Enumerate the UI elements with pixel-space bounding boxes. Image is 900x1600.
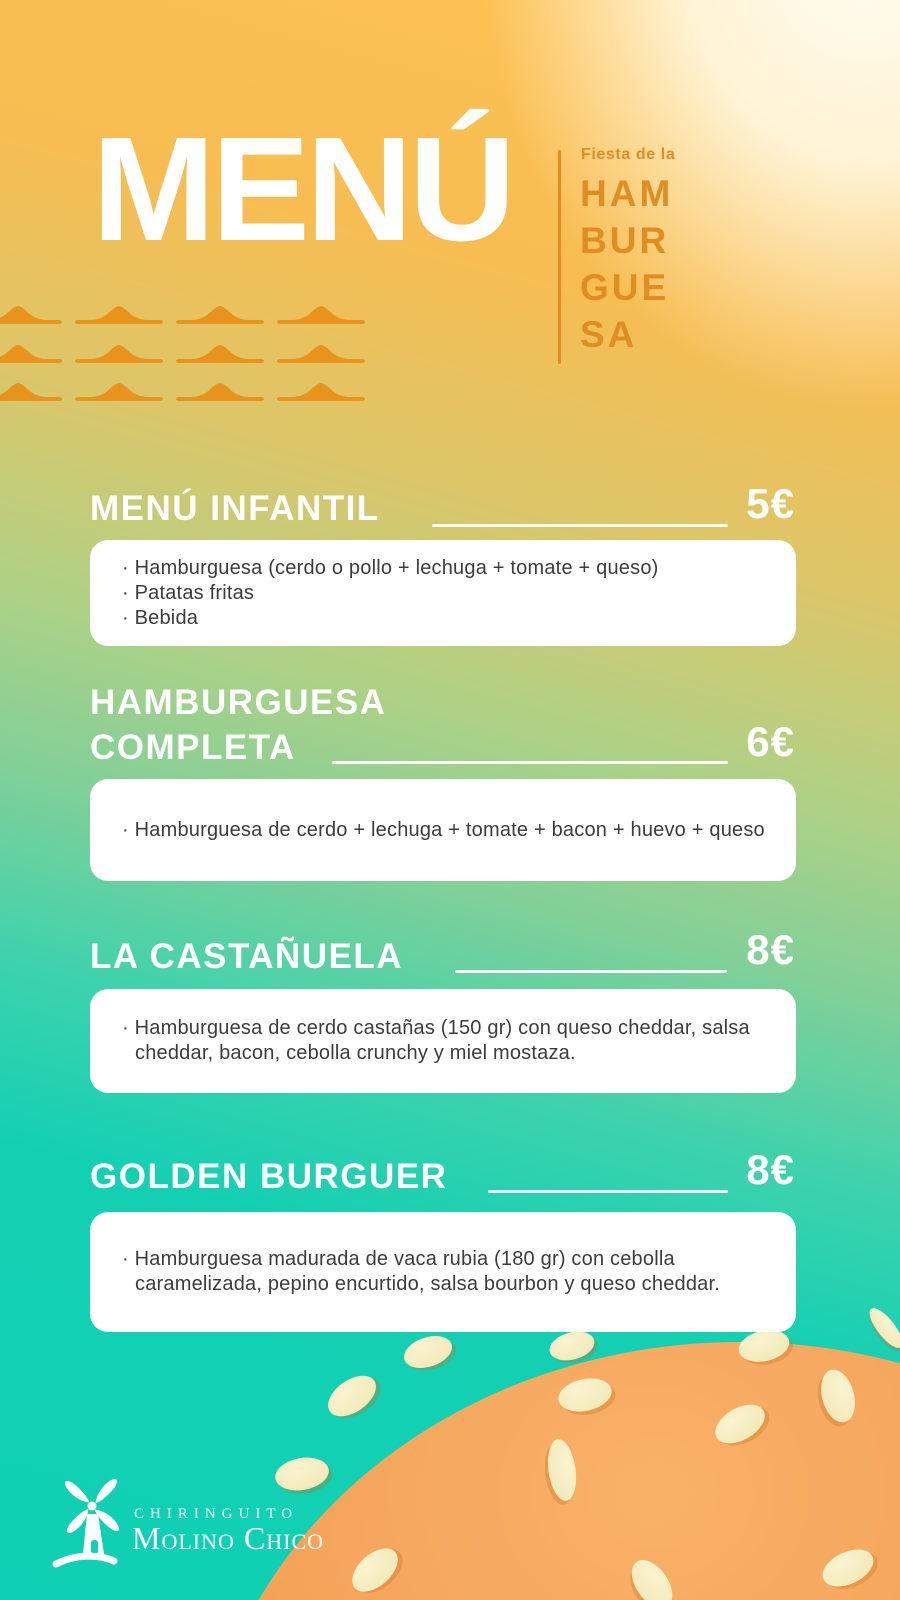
menu-item: · Hamburguesa de cerdo + lechuga + tomate + bacon + huevo + queso xyxy=(122,818,765,841)
price-menu-infantil: 5€ xyxy=(746,480,795,527)
vertical-divider xyxy=(558,150,561,364)
section-title-hamburguesa-completa: HAMBURGUESA COMPLETA xyxy=(90,683,386,767)
menu-item: · Hamburguesa madurada de vaca rubia (180 gr) con cebolla caramelizada, pepino encurtido, salsa bourbon y queso cheddar. xyxy=(122,1248,720,1295)
menu-item: · Patatas fritas xyxy=(122,581,255,604)
section-title-golden-burguer: GOLDEN BURGUER xyxy=(90,1157,448,1196)
waves-decoration-icon xyxy=(0,304,374,414)
menu-item: · Bebida xyxy=(122,606,199,629)
price-golden-burguer: 8€ xyxy=(746,1146,795,1193)
section-title-la-castanuela: LA CASTAÑUELA xyxy=(90,937,404,976)
menu-item: · Hamburguesa de cerdo castañas (150 gr) con queso cheddar, salsa cheddar, bacon, cebolla crunchy y miel mostaza. xyxy=(122,1017,750,1064)
card-menu-infantil xyxy=(90,540,796,646)
brand-logo xyxy=(50,1468,370,1580)
event-title xyxy=(580,170,673,358)
brand-name-bottom: Molino Chico xyxy=(132,1520,324,1556)
page-title: MENÚ xyxy=(92,107,512,272)
price-la-castanuela: 8€ xyxy=(746,926,795,973)
brand-name-top: CHIRINGUITO xyxy=(134,1506,299,1522)
event-eyebrow: Fiesta de la xyxy=(581,146,676,163)
card-golden-burguer xyxy=(90,1212,796,1332)
event-title-line: GUE xyxy=(580,267,670,308)
card-la-castanuela xyxy=(90,989,796,1093)
section-title-menu-infantil: MENÚ INFANTIL xyxy=(90,489,380,528)
event-title-line: SA xyxy=(580,314,638,355)
price-leader-line xyxy=(332,761,728,764)
price-hamburguesa-completa: 6€ xyxy=(746,718,795,765)
event-title-line: HAM xyxy=(580,173,674,214)
menu-item: · Hamburguesa (cerdo o pollo + lechuga + tomate + queso) xyxy=(122,556,659,579)
event-title-line: BUR xyxy=(580,220,670,261)
card-hamburguesa-completa xyxy=(90,779,796,881)
windmill-icon xyxy=(50,1470,134,1574)
